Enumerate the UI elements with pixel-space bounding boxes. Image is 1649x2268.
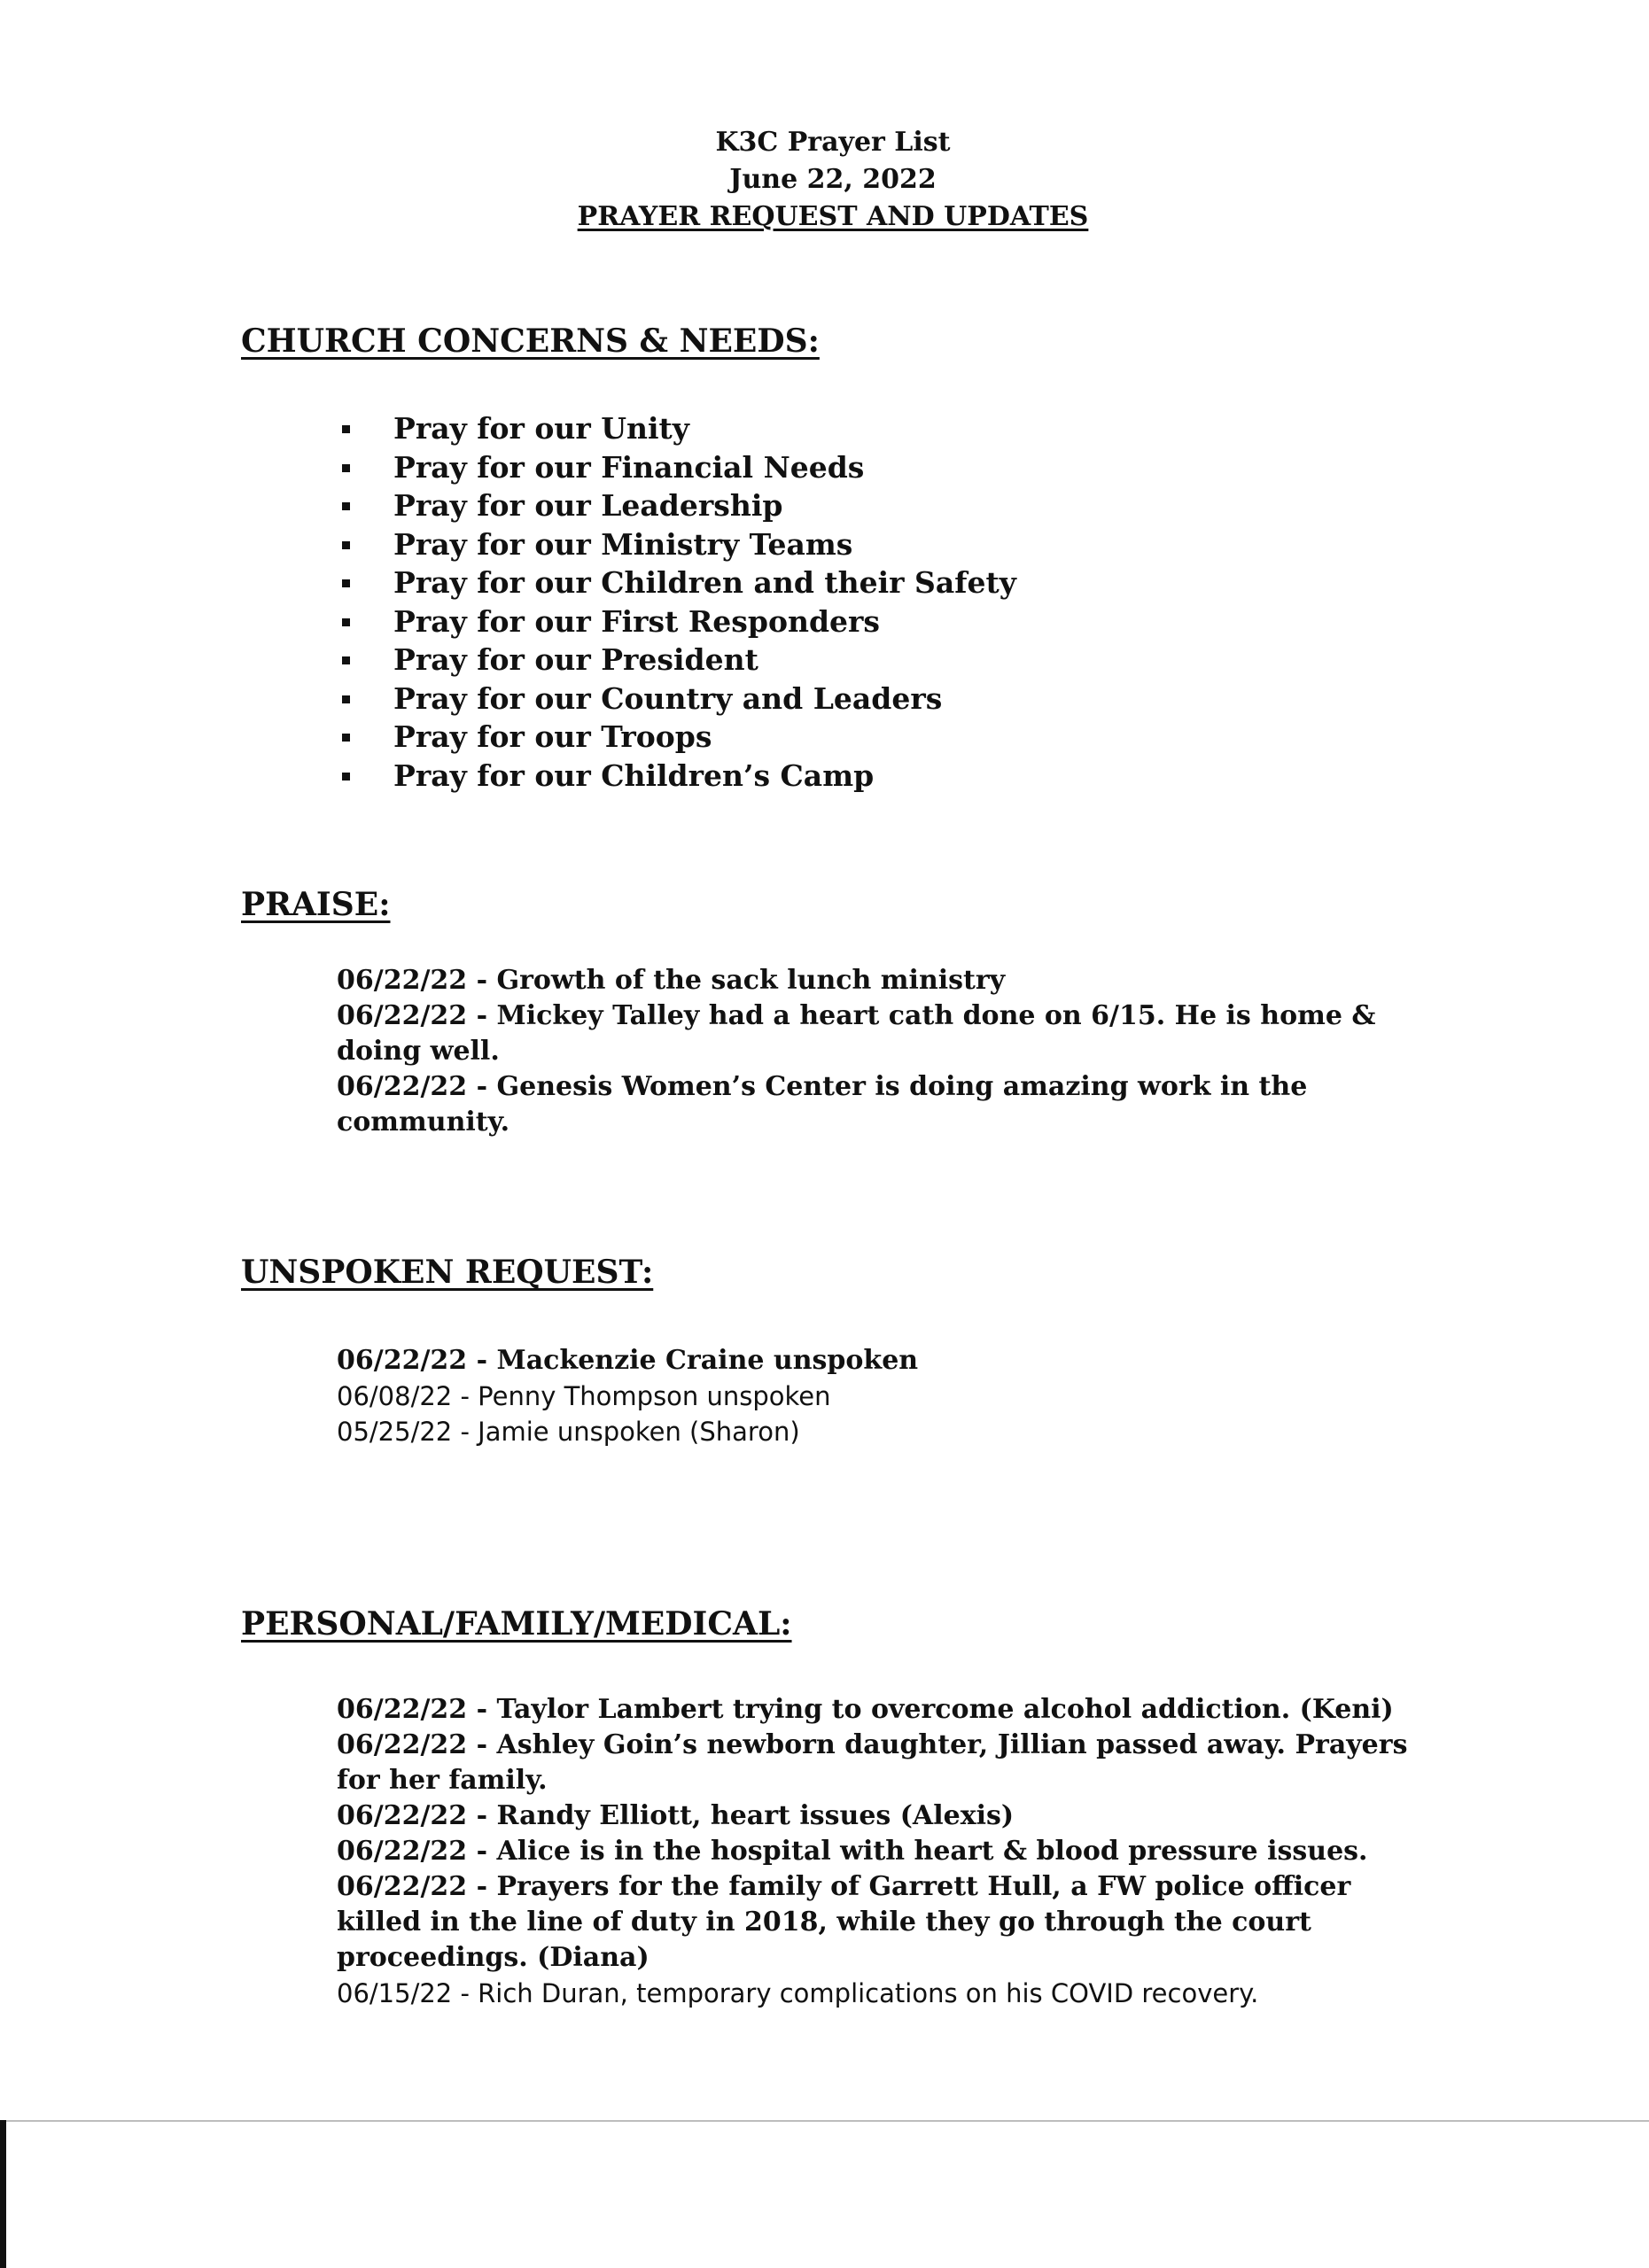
square-bullet-icon: [342, 618, 350, 626]
square-bullet-icon: [342, 579, 350, 587]
list-item: 06/22/22 - Mackenzie Craine unspoken: [337, 1345, 919, 1376]
square-bullet-icon: [342, 425, 350, 433]
unspoken-heading: UNSPOKEN REQUEST:: [241, 1254, 654, 1291]
scan-divider: [0, 2120, 1649, 2122]
square-bullet-icon: [342, 502, 350, 510]
list-item: 06/15/22 - Rich Duran, temporary complications on his COVID recovery.: [337, 1978, 1259, 2008]
square-bullet-icon: [342, 541, 350, 549]
list-item: 06/22/22 - Ashley Goin’s newborn daughter, Jillian passed away. Prayers for her family.: [337, 1729, 1408, 1796]
church-concerns-list: [338, 409, 1016, 795]
header-subtitle: PRAYER REQUEST AND UPDATES: [577, 201, 1089, 232]
church-concerns-heading: CHURCH CONCERNS & NEEDS:: [241, 322, 820, 360]
list-item: Pray for our Children’s Camp: [338, 757, 1016, 796]
list-item: 06/22/22 - Genesis Women’s Center is doing amazing work in the community.: [337, 1071, 1308, 1138]
praise-heading: PRAISE:: [241, 886, 391, 923]
square-bullet-icon: [342, 464, 350, 472]
list-item: Pray for our Children and their Safety: [338, 563, 1016, 602]
list-item: Pray for our Country and Leaders: [338, 680, 1016, 718]
header-date: June 22, 2022: [729, 164, 937, 195]
list-item: Pray for our Unity: [338, 409, 1016, 448]
list-item: Pray for our President: [338, 641, 1016, 680]
list-item: 06/22/22 - Prayers for the family of Garrett Hull, a FW police officer killed in the line of duty in 2018, while they go through the court proceedings. (Diana): [337, 1871, 1351, 1973]
square-bullet-icon: [342, 656, 350, 664]
square-bullet-icon: [342, 734, 350, 742]
list-item: 06/08/22 - Penny Thompson unspoken: [337, 1381, 831, 1411]
list-item: 06/22/22 - Growth of the sack lunch ministry: [337, 965, 1006, 996]
list-item: Pray for our Financial Needs: [338, 448, 1016, 487]
personal-family-medical-heading: PERSONAL/FAMILY/MEDICAL:: [241, 1605, 792, 1643]
praise-list: [337, 963, 1418, 1140]
header-title: K3C Prayer List: [715, 127, 951, 158]
list-item: 06/22/22 - Taylor Lambert trying to overcome alcohol addiction. (Keni): [337, 1694, 1394, 1725]
personal-family-medical-list: [337, 1692, 1418, 2011]
list-item: Pray for our Leadership: [338, 486, 1016, 525]
list-item: 06/22/22 - Alice is in the hospital with heart & blood pressure issues.: [337, 1836, 1368, 1867]
square-bullet-icon: [342, 773, 350, 781]
list-item: Pray for our Ministry Teams: [338, 525, 1016, 564]
list-item: 06/22/22 - Randy Elliott, heart issues (Alexis): [337, 1800, 1015, 1831]
list-item: Pray for our Troops: [338, 718, 1016, 757]
document-header: [0, 124, 1649, 236]
unspoken-list: [337, 1343, 1418, 1449]
square-bullet-icon: [342, 695, 350, 703]
list-item: 05/25/22 - Jamie unspoken (Sharon): [337, 1417, 800, 1447]
list-item: 06/22/22 - Mickey Talley had a heart cath done on 6/15. He is home & doing well.: [337, 1000, 1376, 1067]
list-item: Pray for our First Responders: [338, 602, 1016, 641]
scan-edge-mark: [0, 2120, 6, 2268]
